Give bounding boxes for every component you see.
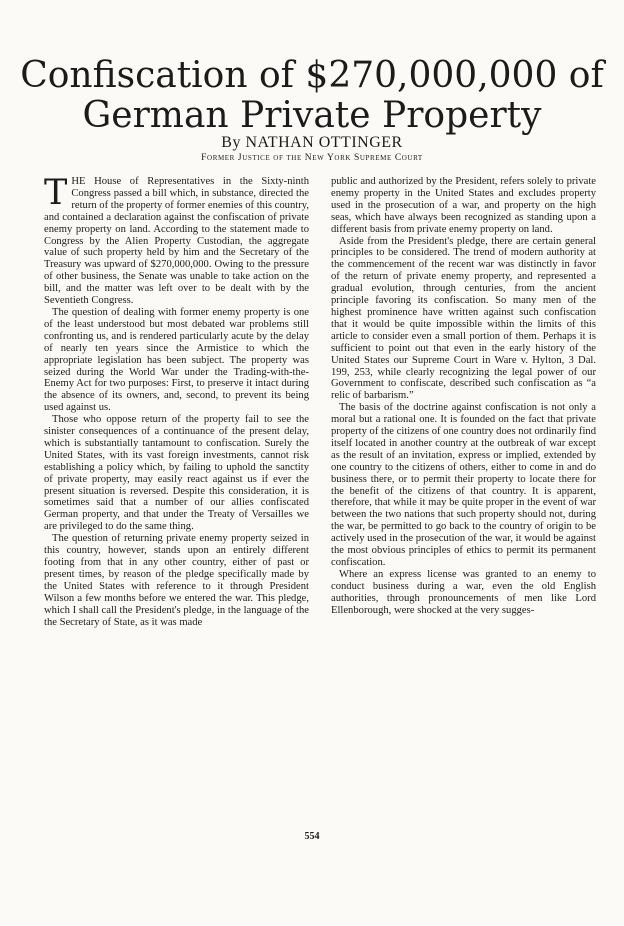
paragraph-5: public and authorized by the President, refers solely to private enemy property in the United States and excludes property used in the prosecution of a war, and property on the high seas, which have always been recognized as standing upon a different basis from private enemy property on land. — [331, 176, 596, 235]
paragraph-7: The basis of the doctrine against confiscation is not only a moral but a rational one. It is founded on the fact that private property of the citizens of one country does not ordinarily find itself located in another country at the outbreak of war except as the result of an invitation, express or implied, extended by one country to the citizens of others, either to come in and do business there, or to permit their property to locate there for the benefit of the citizens of that country. It is apparent, therefore, that while it may be quite proper in the event of war between the two nations that such property should not, during the war, be permitted to go back to the country of origin to be actively used in the prosecution of the war, it would be against the most obvious principles of ethics to permit its permanent confiscation. — [331, 402, 596, 568]
drop-cap: T — [44, 176, 68, 213]
paragraph-8: Where an express license was granted to an enemy to conduct business during a war, even the old English authorities, through pronouncements of men like Lord Ellenborough, were shocked at the very sugges- — [331, 568, 596, 616]
left-column — [44, 176, 309, 826]
paragraph-1-text: HE House of Representatives in the Sixty-ninth Congress passed a bill which, in substance, directed the return of the property of former enemies of this country, and contained a declaration against the confiscation of private enemy property on land. According to the statement made to Congress by the Alien Property Custodian, the aggregate value of such property held by him and the Secretary of the Treasury was upward of $270,000,000. Owing to the pressure of other business, the Senate was unable to take action on the bill, and the matter was left over to be dealt with by the Seventieth Congress. — [44, 176, 309, 307]
paragraph-6: Aside from the President's pledge, there are certain general principles to be considered. The trend of modern authority at the commencement of the recent war was distinctly in favor of the return of private enemy property, and represented a gradual evolution, through centuries, from the ancient principle favoring its confiscation. So many men of the highest prominence have written against such confiscation that it would be quite impossible within the limits of this article to consider even a small portion of them. Perhaps it is sufficient to point out that even in the early history of the United States our Supreme Court in Ware v. Hylton, 3 Dal. 199, 253, while clearly recognizing the legal power of our Government to confiscate, described such confiscation as “a relic of barbarism.” — [331, 235, 596, 402]
paragraph-1 — [44, 176, 309, 307]
author-position: Former Justice of the New York Supreme Court — [201, 153, 423, 163]
right-column — [331, 176, 596, 826]
article-title-line-2: German Private Property — [82, 95, 542, 136]
paragraph-3: Those who oppose return of the property fail to see the sinister consequences of a continuance of the present delay, which is substantially tantamount to confiscation. Surely the United States, with its vast foreign investments, cannot risk establishing a policy which, by failing to uphold the sanctity of private property, may easily react against us if ever the present situation is reversed. Despite this consideration, it is sometimes said that a number of our allies confiscated German property, and that under the Treaty of Versailles we are privileged to do the same thing. — [44, 414, 309, 533]
page-number: 554 — [304, 831, 320, 842]
byline: By NATHAN OTTINGER — [221, 134, 403, 151]
paragraph-4: The question of returning private enemy property seized in this country, however, stands upon an entirely different footing from that in any other country, either of past or present times, by reason of the pledge specifically made by the United States with reference to it through President Wilson a few months before we entered the war. This pledge, which I shall call the President's pledge, in the language of the the Secretary of State, as it was made — [44, 533, 309, 628]
paragraph-2: The question of dealing with former enemy property is one of the least understood but most debated war problems still confronting us, and is rendered particularly acute by the delay of nearly ten years since the Armistice to which the appropriate legislation has been subject. The property was seized during the World War under the Trading-with-the-Enemy Act for two purposes: First, to preserve it intact during the absence of its owners, and, second, to prevent its being used against us. — [44, 306, 309, 414]
article-title-line-1: Confiscation of $270,000,000 of — [20, 55, 604, 96]
